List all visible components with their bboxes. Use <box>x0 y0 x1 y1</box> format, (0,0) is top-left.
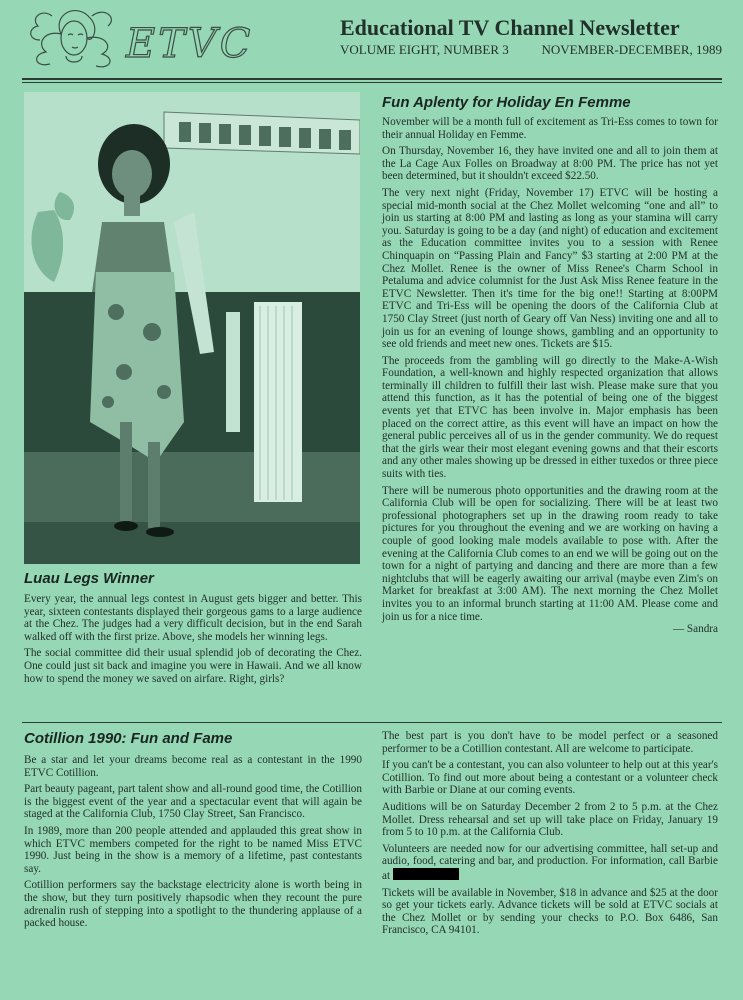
contest-winner-photo <box>24 92 360 564</box>
issue-date: NOVEMBER-DECEMBER, 1989 <box>541 42 722 57</box>
holiday-body <box>382 116 718 636</box>
holiday-paragraph: The very next night (Friday, November 17) ETVC will be hosting a special mid-month social at the Chez Mollet welcoming “one and all” to join us starting at 8:00 PM and lasting as long as your stamina will carry you. Saturday is going to be a day (and night) of education and excitement as the Education committee invites you to a session with Renee Chinquapin on “Passing Plain and Fancy” $3 starting at 2:00 PM at the Chez Mollet. Renee is the owner of Miss Renee's Charm School in Petaluma and advice columnist for the Just Ask Miss Renee feature in the ETVC Newsletter. Then it's time for the big one!! Starting at 8:00PM ETVC and Tri-Ess will be opening the doors of the California Club at 1750 Clay Street (just north of Geary off Van Ness) inviting one and all to join us for an evening of lounge shows, gambling and an opportunity to see old friends and meet new ones. Tickets are $15. <box>382 186 718 351</box>
logo-text: ETVC <box>126 21 254 67</box>
logo-face-icon <box>22 4 122 74</box>
cotillion-paragraph: If you can't be a contestant, you can also volunteer to help out at this year's Cotillion. To find out more about being a contestant or a volunteer check with Barbie or Diane at our coming events. <box>382 759 718 797</box>
cotillion-paragraph: The best part is you don't have to be model perfect or a seasoned performer to be a Cotillion contestant. All are welcome to participate. <box>382 730 718 755</box>
luau-body <box>24 593 362 685</box>
luau-paragraph: Every year, the annual legs contest in August gets bigger and better. This year, sixteen contestants displayed their gorgeous gams to a large audience at the Chez. The judges had a very difficult decision, but in the end Sarah walked off with the first prize. Above, she models her winning legs. <box>24 593 362 643</box>
cotillion-heading: Cotillion 1990: Fun and Fame <box>24 730 233 747</box>
tickets-paragraph: Tickets will be available in November, $18 in advance and $25 at the door so get your tickets early. Advance tickets will be sold at ETVC socials at the Chez Mollet or by sending your checks to P.O. Box 6486, San Francisco, CA 94101. <box>382 886 718 937</box>
cotillion-body-left <box>24 754 362 930</box>
holiday-article <box>382 94 718 640</box>
cotillion-continued <box>382 730 718 941</box>
holiday-paragraph: There will be numerous photo opportunities and the drawing room at the California Club will be open for socializing. There will be at least two professional photographers set up in the drawing room ready to take pictures for you throughout the evening and we are working on having a couple of good looking male models available to pose with. After the evening at the California Club comes to an end we will be going out on the town for a night of partying and dancing and there are more than a few nightclubs that will be eagerly awaiting our arrival (maybe even Zim's on Market for breakfast at 3:00 AM). The next morning the Chez Mollet invites you to an informal brunch starting at 11:00 AM. Please come and join us for a nice time. <box>382 484 718 623</box>
masthead-rule-thin <box>22 82 722 83</box>
volume-number: VOLUME EIGHT, NUMBER 3 <box>340 42 509 57</box>
redacted-phone <box>393 868 459 880</box>
issue-line <box>340 42 722 58</box>
volunteer-text: Volunteers are needed now for our advertising committee, hall set-up and audio, food, catering and bar, and production. For information, call Barbie at <box>382 842 718 882</box>
cotillion-article <box>24 730 362 934</box>
cotillion-paragraph: Cotillion performers say the backstage electricity alone is worth being in the show, but they turn positively rhapsodic when they recount the pure adrenalin rush of stepping into a spotlight to the thundering applause of a packed house. <box>24 879 362 930</box>
masthead-rule <box>22 78 722 80</box>
holiday-signature: — Sandra <box>672 623 718 636</box>
luau-article <box>24 570 362 689</box>
holiday-paragraph: On Thursday, November 16, they have invited one and all to join them at the La Cage Aux Folles on Broadway at 8:00 PM. The price has not yet been determined, but it shouldn't exceed $22.50. <box>382 145 718 183</box>
holiday-heading: Fun Aplenty for Holiday En Femme <box>382 94 631 111</box>
cotillion-paragraph: Auditions will be on Saturday December 2 from 2 to 5 p.m. at the Chez Mollet. Dress rehearsal and set up will take place on Friday, January 19 from 5 to 10 p.m. at the California Club. <box>382 800 718 839</box>
cotillion-paragraph: Part beauty pageant, part talent show and all-round good time, the Cotillion is the biggest event of the year and a spectacular event that will again be staged at the California Club, 1750 Clay Street, San Francisco. <box>24 783 362 821</box>
section-rule <box>22 722 722 723</box>
luau-heading: Luau Legs Winner <box>24 570 154 587</box>
holiday-paragraph: The proceeds from the gambling will go directly to the Make-A-Wish Foundation, a well-known and highly respected organization that allows terminally ill children to fulfill their last wish. Please make sure that you attend this function, as it has the potential of being one of the biggest events yet that ETVC has been involve in. Major emphasis has been placed on the correct attire, as this event will have an impact on how the general public perceives all of us in the gender community. We do request that the girls wear their most elegant evening gowns and that their escorts and any other males showing up be dressed in either tuxedos or three piece suits with ties. <box>382 354 718 481</box>
masthead <box>22 4 722 76</box>
newsletter-title: Educational TV Channel Newsletter <box>340 15 680 40</box>
luau-paragraph: The social committee did their usual splendid job of decorating the Chez. One could just sit back and imagine you were in Hawaii. And we all know how to spend the money we saved on airfare. Right, girls? <box>24 647 362 685</box>
photo-illustration <box>24 92 360 564</box>
volunteer-paragraph <box>382 843 718 883</box>
cotillion-paragraph: In 1989, more than 200 people attended and applauded this great show in which ETVC members competed for the right to be named Miss ETVC 1990. Just being in the show is a memory of a lifetime, past contestants say. <box>24 824 362 875</box>
cotillion-body-right <box>382 730 718 937</box>
holiday-paragraph: November will be a month full of excitement as Tri-Ess comes to town for their annual Holiday en Femme. <box>382 116 718 141</box>
cotillion-paragraph: Be a star and let your dreams become real as a contestant in the 1990 ETVC Cotillion. <box>24 754 362 779</box>
